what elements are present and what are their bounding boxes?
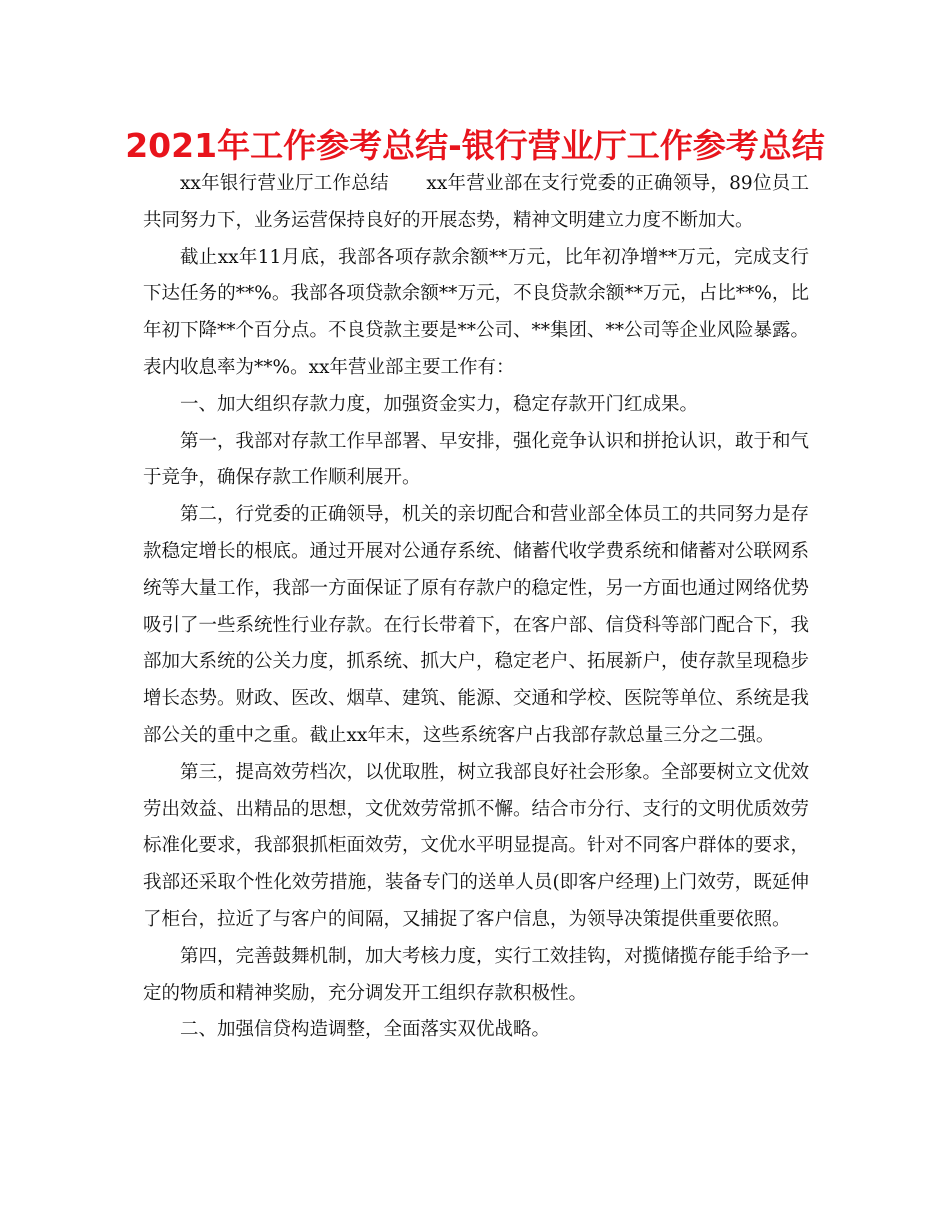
paragraph: 第四，完善鼓舞机制，加大考核力度，实行工效挂钩，对揽储揽存能手给予一定的物质和精神奖励，充分调发开工组织存款积极性。	[143, 945, 810, 1004]
paragraph: 二、加强信贷构造调整，全面落实双优战略。	[180, 1019, 551, 1041]
paragraph: 第三，提高效劳档次，以优取胜，树立我部良好社会形象。全部要树立文优效劳出效益、出精品的思想，文优效劳常抓不懈。结合市分行、支行的文明优质效劳标准化要求，我部狠抓柜面效劳，文优水平明显提高。针对不同客户群体的要求，我部还采取个性化效劳措施，装备专门的送单人员(即客户经理)上门效劳，既延伸了柜台，拉近了与客户的间隔，又捕捉了客户信息，为领导决策提供重要依照。	[143, 761, 810, 930]
paragraph: 一、加大组织存款力度，加强资金实力，稳定存款开门红成果。	[180, 393, 699, 415]
document-body	[143, 166, 809, 1049]
document-title: 2021年工作参考总结-银行营业厅工作参考总结	[125, 126, 825, 165]
paragraph: 第二，行党委的正确领导，机关的亲切配合和营业部全体员工的共同努力是存款稳定增长的根底。通过开展对公通存系统、储蓄代收学费系统和储蓄对公联网系统等大量工作，我部一方面保证了原有存款户的稳定性，另一方面也通过网络优势吸引了一些系统性行业存款。在行长带着下，在客户部、信贷科等部门配合下，我部加大系统的公关力度，抓系统、抓大户，稳定老户、拓展新户，使存款呈现稳步增长态势。财政、医改、烟草、建筑、能源、交通和学校、医院等单位、系统是我部公关的重中之重。截止xx年末，这些系统客户占我部存款总量三分之二强。	[143, 504, 810, 746]
paragraph: 第一，我部对存款工作早部署、早安排，强化竞争认识和拼抢认识，敢于和气于竞争，确保存款工作顺利展开。	[143, 430, 810, 489]
paragraph: 截止xx年11月底，我部各项存款余额**万元，比年初净增**万元，完成支行下达任务的**%。我部各项贷款余额**万元，不良贷款余额**万元，占比**%，比年初下降**个百分点。不良贷款主要是**公司、**集团、**公司等企业风险暴露。表内收息率为**%。xx年营业部主要工作有：	[143, 246, 810, 378]
paragraph: xx年银行营业厅工作总结 xx年营业部在支行党委的正确领导，89位员工共同努力下，业务运营保持良好的开展态势，精神文明建立力度不断加大。	[143, 173, 809, 231]
